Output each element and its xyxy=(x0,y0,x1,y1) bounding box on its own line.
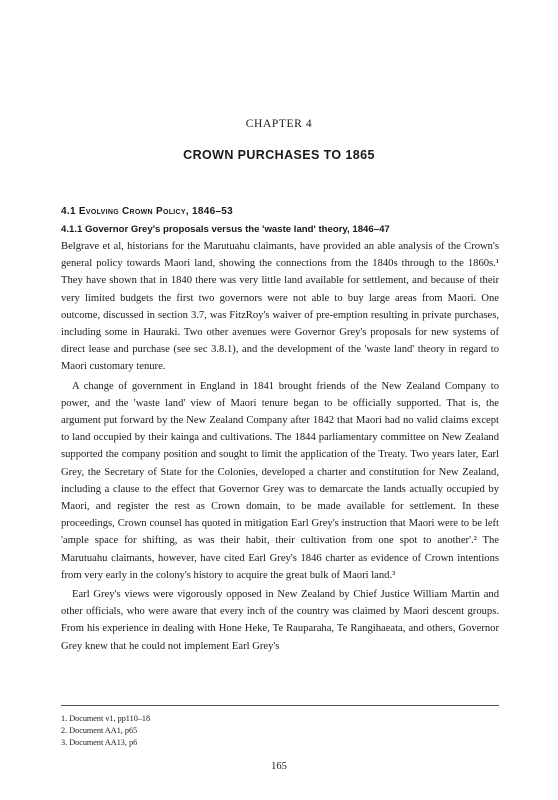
footnote: 1. Document v1, pp110–18 xyxy=(61,714,151,723)
footnote-divider xyxy=(61,705,499,706)
paragraph: A change of government in England in 1841 brought friends of the New Zealand Company to power, and the 'waste land' view of Maori tenure began to be officially supported. That is, the argument put forward by the New Zealand Company after 1842 that Maori had no valid claims except to land occupied by their kainga and cultivations. The 1844 parliamentary committee on New Zealand supported the company position and sought to limit the application of the Treaty. Two years later, Earl Grey, the Secretary of State for the Colonies, developed a charter and constitution for New Zealand, including a clause to the effect that Governor Grey was to demarcate the lands actually occupied by Maori, and register the rest as Crown domain, to be made available for settlement. In these proceedings, Crown counsel has quoted in mitigation Earl Grey's instruction that Maori were to be left 'ample space for shifting, as was their habit, their cultivation from one spot to another'.² The Marutuahu claimants, however, have cited Earl Grey's 1846 charter as evidence of Crown intentions from very early in the colony's history to acquire the great bulk of Maori land.³ xyxy=(61,380,499,581)
body-text xyxy=(61,238,499,655)
section-heading: 4.1 Evolving Crown Policy, 1846–53 xyxy=(61,206,234,217)
paragraph: Belgrave et al, historians for the Marutuahu claimants, have provided an able analysis of the Crown's general policy towards Maori land, showing the connections from the 1840s through to the 1860s.¹ They have shown that in 1840 there was very little land available for settlement, and because of their very limited budgets the first two governors were not able to buy large areas from Maori. One outcome, discussed in section 3.7, was FitzRoy's waiver of pre-emption resulting in private purchases, including some in Hauraki. Two other avenues were Governor Grey's proposals for new systems of direct lease and purchase (see sec 3.8.1), and the development of the 'waste land' theory in regard to Maori customary tenure. xyxy=(61,241,499,373)
chapter-label: CHAPTER 4 xyxy=(245,118,313,130)
paragraph: Earl Grey's views were vigorously opposed in New Zealand by Chief Justice William Martin and other officials, who were aware that every inch of the country was claimed by Maori descent groups. From his experience in dealing with Hone Heke, Te Rauparaha, Te Rangihaeata, and others, Governor Grey knew that he could not implement Earl Grey's xyxy=(61,589,499,652)
footnote: 3. Document AA13, p6 xyxy=(61,738,138,747)
subsection-heading: 4.1.1 Governor Grey's proposals versus the 'waste land' theory, 1846–47 xyxy=(61,224,390,235)
footnotes xyxy=(61,713,499,749)
footnote: 2. Document AA1, p65 xyxy=(61,726,138,735)
chapter-title: CROWN PURCHASES TO 1865 xyxy=(183,148,375,162)
page-number: 165 xyxy=(271,761,287,772)
